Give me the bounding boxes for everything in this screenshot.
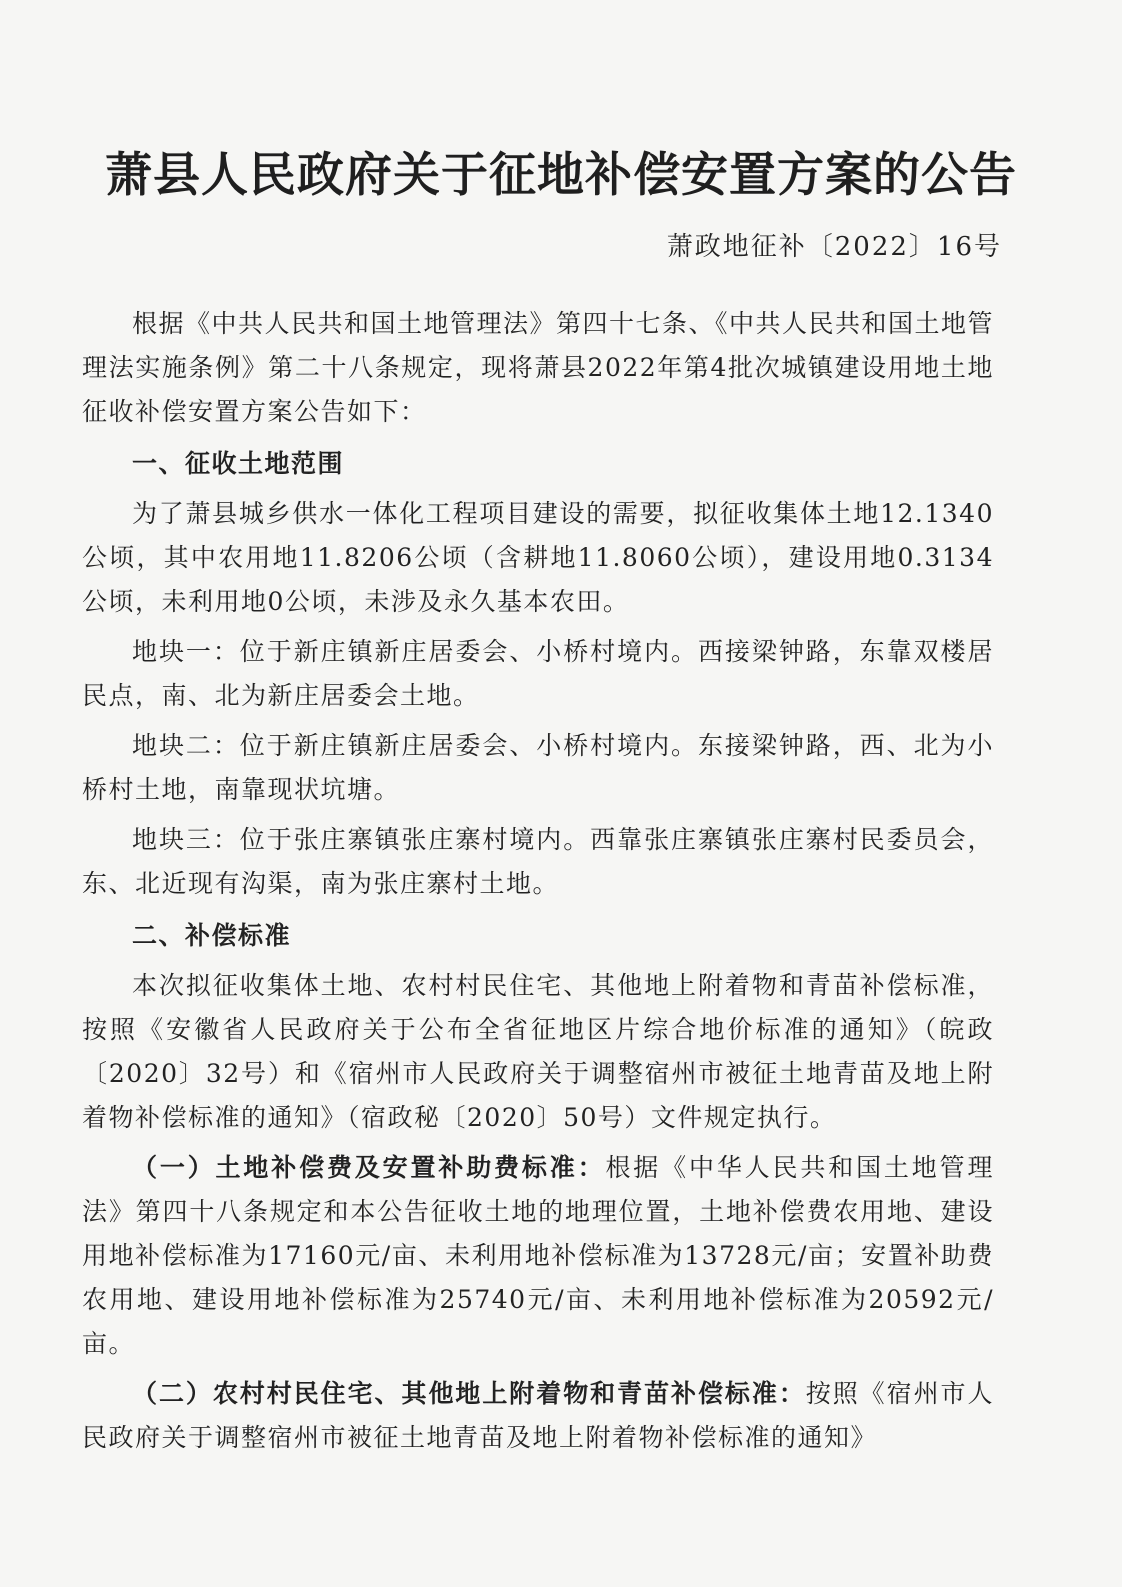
subsection-2-text: 按照《宿州市人民政府关于调整宿州市被征土地青苗及地上附着物补偿标准的通知》 <box>82 1379 994 1452</box>
section-heading-standard: 二、补偿标准 <box>132 921 292 950</box>
subsection-2-label: （二）农村村民住宅、其他地上附着物和青苗补偿标准： <box>132 1379 806 1408</box>
subsection-2-paragraph <box>82 1372 994 1460</box>
document-number: 萧政地征补〔2022〕16号 <box>666 232 1002 262</box>
section-heading-scope: 一、征收土地范围 <box>132 449 345 478</box>
subsection-1-paragraph <box>82 1146 994 1366</box>
scope-paragraph: 为了萧县城乡供水一体化工程项目建设的需要，拟征收集体土地12.1340公顷，其中农用地11.8206公顷（含耕地11.8060公顷），建设用地0.3134公顷，未利用地0公顷，未涉及永久基本农田。 <box>82 499 994 616</box>
document-title: 萧县人民政府关于征地补偿安置方案的公告 <box>105 148 1017 203</box>
plot-1-paragraph: 地块一：位于新庄镇新庄居委会、小桥村境内。西接梁钟路，东靠双楼居民点，南、北为新庄居委会土地。 <box>82 637 994 710</box>
intro-paragraph: 根据《中共人民共和国土地管理法》第四十七条、《中共人民共和国土地管理法实施条例》第二十八条规定，现将萧县2022年第4批次城镇建设用地土地征收补偿安置方案公告如下： <box>82 309 995 426</box>
plot-2-paragraph: 地块二：位于新庄镇新庄居委会、小桥村境内。东接梁钟路，西、北为小桥村土地，南靠现状坑塘。 <box>82 731 994 804</box>
subsection-1-text: 根据《中华人民共和国土地管理法》第四十八条规定和本公告征收土地的地理位置，土地补偿费农用地、建设用地补偿标准为17160元/亩、未利用地补偿标准为13728元/亩；安置补助费农用地、建设用地补偿标准为25740元/亩、未利用地补偿标准为20592元/亩。 <box>82 1153 994 1358</box>
subsection-1-label: （一）土地补偿费及安置补助费标准： <box>132 1153 606 1182</box>
standard-paragraph: 本次拟征收集体土地、农村村民住宅、其他地上附着物和青苗补偿标准，按照《安徽省人民政府关于公布全省征地区片综合地价标准的通知》（皖政〔2020〕32号）和《宿州市人民政府关于调整宿州市被征土地青苗及地上附着物补偿标准的通知》（宿政秘〔2020〕50号）文件规定执行。 <box>82 971 994 1132</box>
plot-3-paragraph: 地块三：位于张庄寨镇张庄寨村境内。西靠张庄寨镇张庄寨村民委员会，东、北近现有沟渠，南为张庄寨村土地。 <box>82 825 994 898</box>
document-body <box>82 302 994 1460</box>
